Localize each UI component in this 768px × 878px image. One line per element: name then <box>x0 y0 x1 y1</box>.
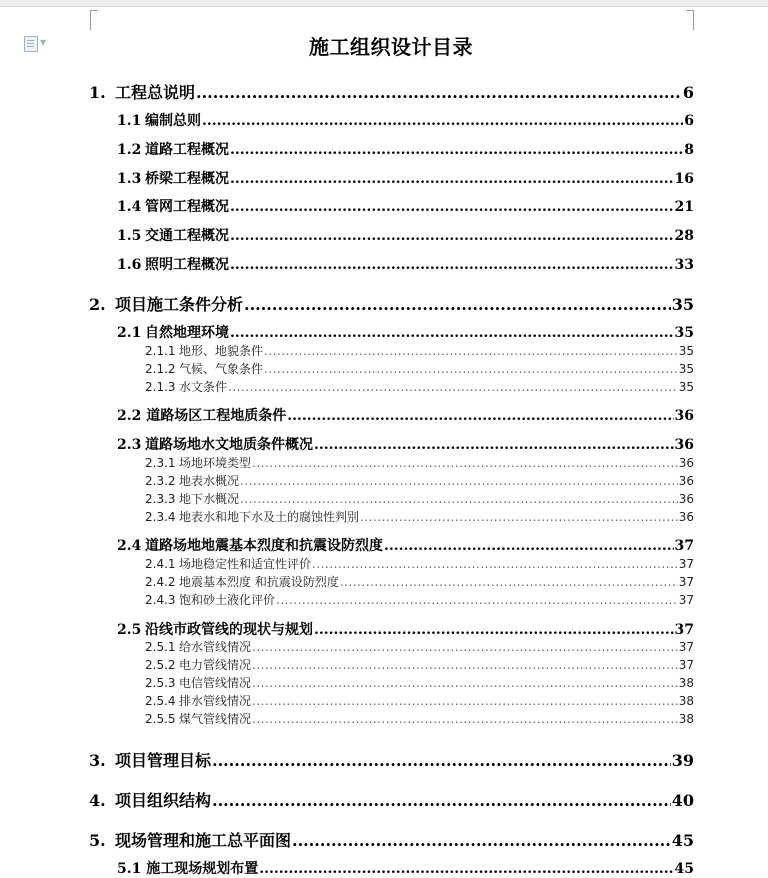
toc-entry-number: 2.3.4 <box>145 510 176 524</box>
toc-entry-title: 气候、气象条件 <box>179 362 264 376</box>
toc-entry-title: 交通工程概况 <box>145 228 229 244</box>
toc-entry-number: 2.5.4 <box>145 694 176 708</box>
toc-dot-leader <box>196 83 682 102</box>
toc-entry-title: 5.1 施工现场规划布置 <box>117 861 259 877</box>
toc-entry-title: 饱和砂土液化评价 <box>179 593 276 607</box>
toc-entry-page: 33 <box>674 257 694 273</box>
toc-dot-leader <box>230 257 674 273</box>
toc-dot-leader <box>252 712 678 726</box>
toc-entry-title: 排水管线情况 <box>179 694 252 708</box>
toc-entry-page: 37 <box>674 622 694 638</box>
toc-entry-page: 37 <box>678 640 694 654</box>
toc-entry-page: 36 <box>678 492 694 506</box>
toc-entry[interactable] <box>117 858 694 878</box>
toc-entry-page: 6 <box>682 83 694 102</box>
toc-entry[interactable] <box>145 692 694 709</box>
toc-dot-leader <box>384 538 674 554</box>
toc-entry-page: 40 <box>671 791 694 810</box>
page-margin-mark-left <box>90 10 91 30</box>
toc-entry-title: 场地稳定性和适宜性评价 <box>179 557 312 571</box>
toc-entry-title: 沿线市政管线的现状与规划 <box>145 622 313 638</box>
toc-entry-page: 35 <box>674 325 694 341</box>
toc-entry-page: 36 <box>674 408 694 424</box>
toc-entry-number: 1.1 <box>117 113 142 129</box>
page-margin-mark-right-h <box>686 10 694 11</box>
toc-entry[interactable] <box>117 322 694 342</box>
toc-entry[interactable] <box>145 378 694 395</box>
toc-entry-number: 5. <box>89 831 106 850</box>
toc-entry-page: 38 <box>678 712 694 726</box>
toc-entry-number: 2.1.2 <box>145 362 176 376</box>
toc-dot-leader <box>252 694 678 708</box>
toc-dot-leader <box>230 325 674 341</box>
toc-dot-leader <box>240 492 678 506</box>
toc-entry-number: 2.4 <box>117 538 142 554</box>
toc-entry[interactable] <box>117 196 694 216</box>
toc-entry[interactable] <box>117 168 694 188</box>
toc-entry[interactable] <box>89 828 694 851</box>
toc-entry-number: 2.3.3 <box>145 492 176 506</box>
toc-entry-page: 36 <box>678 474 694 488</box>
toc-entry-page: 21 <box>674 199 694 215</box>
toc-entry-page: 37 <box>678 557 694 571</box>
toc-entry-title: 道路工程概况 <box>145 142 229 158</box>
toc-dot-leader <box>264 344 678 358</box>
page-margin-mark-left-h <box>90 10 98 11</box>
page-title: 施工组织设计目录 <box>309 35 473 59</box>
toc-dot-leader <box>202 113 683 129</box>
toc-entry-number: 1.6 <box>117 257 142 273</box>
toc-entry-page: 38 <box>678 694 694 708</box>
toc-entry-page: 37 <box>678 658 694 672</box>
toc-dot-leader <box>240 474 678 488</box>
toc-entry-title: 水文条件 <box>179 380 228 394</box>
toc-entry[interactable] <box>145 591 694 608</box>
toc-entry-number: 2.3 <box>117 437 142 453</box>
toc-dot-leader <box>212 791 671 810</box>
toc-entry[interactable] <box>145 555 694 572</box>
toc-entry[interactable] <box>89 292 694 315</box>
toc-entry-title: 电力管线情况 <box>179 658 252 672</box>
toc-entry-title: 煤气管线情况 <box>179 712 252 726</box>
toc-entry-title: 地表水概况 <box>179 474 240 488</box>
toc-entry[interactable] <box>89 748 694 771</box>
toc-entry-title: 桥梁工程概况 <box>145 171 229 187</box>
toc-entry[interactable] <box>145 342 694 359</box>
toc-dot-leader <box>212 751 671 770</box>
toc-entry[interactable] <box>145 638 694 655</box>
toc-entry-number: 3. <box>89 751 106 770</box>
toc-entry[interactable] <box>117 110 694 130</box>
toc-entry[interactable] <box>145 573 694 590</box>
toc-dot-leader <box>252 658 678 672</box>
toc-entry-title: 道路场地地震基本烈度和抗震设防烈度 <box>145 538 383 554</box>
toc-entry-page: 39 <box>671 751 694 770</box>
toc-dot-leader <box>252 676 678 690</box>
toc-dot-leader <box>252 456 678 470</box>
toc-dot-leader <box>259 861 673 877</box>
chevron-down-icon[interactable]: ▼ <box>40 38 47 47</box>
toc-entry-page: 35 <box>678 344 694 358</box>
toc-entry-number: 2.5 <box>117 622 142 638</box>
toc-dot-leader <box>292 831 671 850</box>
toc-entry[interactable] <box>117 434 694 454</box>
toc-dot-leader <box>264 362 678 376</box>
toc-entry-page: 37 <box>674 538 694 554</box>
toc-entry-page: 16 <box>674 171 694 187</box>
toc-entry[interactable] <box>89 788 694 811</box>
toc-entry-number: 2.5.5 <box>145 712 176 726</box>
toc-entry-title: 地下水概况 <box>179 492 240 506</box>
toc-entry[interactable] <box>117 139 694 159</box>
toc-entry-page: 45 <box>671 831 694 850</box>
toc-entry-number: 2.5.2 <box>145 658 176 672</box>
toc-entry-page: 35 <box>678 362 694 376</box>
toc-entry[interactable] <box>117 405 694 425</box>
toc-entry-title: 照明工程概况 <box>145 257 229 273</box>
toc-entry-title: 项目施工条件分析 <box>115 295 244 314</box>
toc-entry[interactable] <box>145 674 694 691</box>
toc-dot-leader <box>314 622 674 638</box>
toc-entry-number: 1. <box>89 83 106 102</box>
toc-entry-number: 2.3.1 <box>145 456 176 470</box>
toc-entry-page: 8 <box>684 142 694 158</box>
toc-entry-page: 36 <box>678 456 694 470</box>
toc-entry-title: 工程总说明 <box>115 83 196 102</box>
toc-dot-leader <box>360 510 678 524</box>
toc-entry-number: 1.4 <box>117 199 142 215</box>
toc-entry[interactable] <box>117 619 694 639</box>
toc-entry-page: 28 <box>674 228 694 244</box>
toc-entry[interactable] <box>117 254 694 274</box>
toc-entry[interactable] <box>145 490 694 507</box>
toc-dot-leader <box>312 557 678 571</box>
toc-entry-title: 项目管理目标 <box>115 751 212 770</box>
toc-entry-page: 6 <box>684 113 694 129</box>
toc-entry-title: 管网工程概况 <box>145 199 229 215</box>
window-top-bar <box>0 0 768 7</box>
toc-entry-number: 2.3.2 <box>145 474 176 488</box>
toc-entry-page: 45 <box>674 861 694 877</box>
toc-entry[interactable] <box>145 360 694 377</box>
toc-dot-leader <box>314 437 674 453</box>
toc-entry-title: 地震基本烈度 和抗震设防烈度 <box>179 575 339 589</box>
toc-dot-leader <box>340 575 678 589</box>
toc-dot-leader <box>230 199 674 215</box>
toc-entry-title: 编制总则 <box>145 113 201 129</box>
toc-entry[interactable] <box>145 656 694 673</box>
toc-entry-title: 自然地理环境 <box>145 325 229 341</box>
toc-entry[interactable] <box>145 508 694 525</box>
toc-entry-page: 37 <box>678 593 694 607</box>
toc-entry-title: 地形、地貌条件 <box>179 344 264 358</box>
toc-entry[interactable] <box>117 225 694 245</box>
toc-entry-number: 4. <box>89 791 106 810</box>
toc-entry-number: 1.2 <box>117 142 142 158</box>
page-margin-mark-right <box>693 10 694 30</box>
toc-dot-leader <box>287 408 673 424</box>
toc-dot-leader <box>230 171 674 187</box>
toc-entry-title: 场地环境类型 <box>179 456 252 470</box>
toc-entry-number: 2. <box>89 295 106 314</box>
toc-entry-title: 地表水和地下水及土的腐蚀性判别 <box>179 510 360 524</box>
toc-entry-page: 38 <box>678 676 694 690</box>
toc-entry-number: 2.5.1 <box>145 640 176 654</box>
toc-entry-number: 2.4.1 <box>145 557 176 571</box>
toc-entry-number: 1.5 <box>117 228 142 244</box>
toc-entry-number: 2.4.3 <box>145 593 176 607</box>
toc-entry[interactable] <box>89 80 694 103</box>
toc-dot-leader <box>244 295 671 314</box>
toc-entry-page: 36 <box>674 437 694 453</box>
toc-entry-number: 2.1.1 <box>145 344 176 358</box>
toc-entry-page: 35 <box>678 380 694 394</box>
toc-dot-leader <box>228 380 678 394</box>
toc-entry-number: 2.5.3 <box>145 676 176 690</box>
toc-entry-page: 37 <box>678 575 694 589</box>
toc-dot-leader <box>252 640 678 654</box>
toc-dot-leader <box>230 228 674 244</box>
toc-entry-title: 道路场地水文地质条件概况 <box>145 437 313 453</box>
toc-entry-number: 1.3 <box>117 171 142 187</box>
toc-entry-number: 2.1.3 <box>145 380 176 394</box>
toc-entry-title: 项目组织结构 <box>115 791 212 810</box>
toc-entry-number: 2.1 <box>117 325 142 341</box>
toc-entry-number: 2.4.2 <box>145 575 176 589</box>
toc-entry-title: 现场管理和施工总平面图 <box>115 831 292 850</box>
toc-entry[interactable] <box>145 710 694 727</box>
toc-dot-leader <box>230 142 683 158</box>
toc-entry-page: 35 <box>671 295 694 314</box>
toc-entry-title: 给水管线情况 <box>179 640 252 654</box>
toc-entry[interactable] <box>145 454 694 471</box>
toc-entry-title: 电信管线情况 <box>179 676 252 690</box>
toc-entry[interactable] <box>117 535 694 555</box>
toc-entry-title: 2.2 道路场区工程地质条件 <box>117 408 287 424</box>
toc-entry-page: 36 <box>678 510 694 524</box>
toc-dot-leader <box>276 593 678 607</box>
toc-entry[interactable] <box>145 472 694 489</box>
